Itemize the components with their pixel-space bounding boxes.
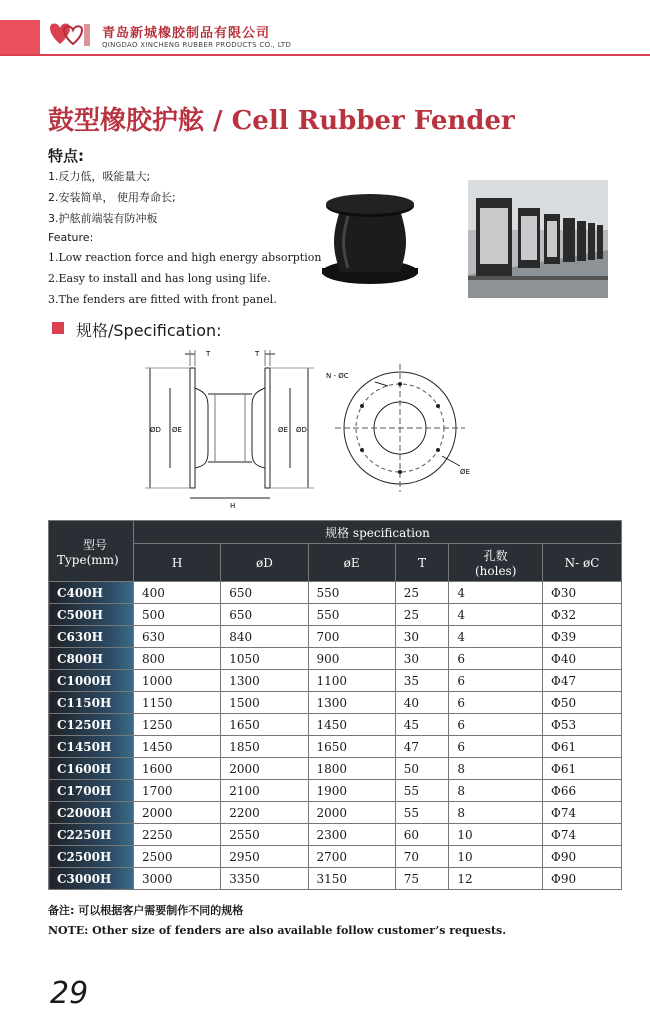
cell-type: C2500H bbox=[49, 846, 134, 868]
col-header-h: H bbox=[134, 544, 221, 582]
cell-c: Φ50 bbox=[542, 692, 621, 714]
cell-holes: 10 bbox=[449, 846, 543, 868]
type-header bbox=[49, 521, 134, 582]
cell-t: 30 bbox=[395, 626, 449, 648]
cell-c: Φ74 bbox=[542, 824, 621, 846]
cell-d: 1650 bbox=[221, 714, 308, 736]
header-rule bbox=[0, 54, 650, 56]
drawing-label-e-right: ØE bbox=[278, 426, 288, 434]
col-header-nc: N- øC bbox=[542, 544, 621, 582]
cell-d: 2100 bbox=[221, 780, 308, 802]
drawing-label-nc: N - ØC bbox=[326, 372, 349, 380]
cell-e: 1300 bbox=[308, 692, 395, 714]
cell-e: 1800 bbox=[308, 758, 395, 780]
cell-t: 35 bbox=[395, 670, 449, 692]
cell-t: 25 bbox=[395, 604, 449, 626]
cell-type: C2000H bbox=[49, 802, 134, 824]
cell-h: 500 bbox=[134, 604, 221, 626]
cell-holes: 12 bbox=[449, 868, 543, 890]
cell-holes: 6 bbox=[449, 692, 543, 714]
cell-c: Φ61 bbox=[542, 758, 621, 780]
cell-c: Φ61 bbox=[542, 736, 621, 758]
table-row bbox=[49, 714, 622, 736]
cell-d: 650 bbox=[221, 582, 308, 604]
cell-d: 2000 bbox=[221, 758, 308, 780]
cell-t: 45 bbox=[395, 714, 449, 736]
cell-e: 1900 bbox=[308, 780, 395, 802]
cell-e: 2300 bbox=[308, 824, 395, 846]
table-row bbox=[49, 670, 622, 692]
cell-h: 2500 bbox=[134, 846, 221, 868]
note-cn: 备注: 可以根据客户需要制作不同的规格 bbox=[48, 904, 244, 917]
cell-holes: 6 bbox=[449, 648, 543, 670]
page-title: 鼓型橡胶护舷 / Cell Rubber Fender bbox=[48, 106, 515, 136]
cell-c: Φ90 bbox=[542, 846, 621, 868]
spec-group-header: 规格 specification bbox=[134, 521, 622, 544]
cell-type: C400H bbox=[49, 582, 134, 604]
table-row bbox=[49, 648, 622, 670]
cell-t: 50 bbox=[395, 758, 449, 780]
cell-holes: 4 bbox=[449, 582, 543, 604]
col-header-e: øE bbox=[308, 544, 395, 582]
cell-e: 3150 bbox=[308, 868, 395, 890]
feature-en-2: 2.Easy to install and has long using life. bbox=[48, 272, 271, 285]
spec-table bbox=[48, 520, 622, 890]
cell-type: C1450H bbox=[49, 736, 134, 758]
cell-c: Φ66 bbox=[542, 780, 621, 802]
note-en: NOTE: Other size of fenders are also available follow customer’s requests. bbox=[48, 924, 507, 937]
fender-product-image bbox=[318, 186, 422, 290]
drawing-label-t-left: T bbox=[206, 350, 211, 358]
cell-e: 700 bbox=[308, 626, 395, 648]
cell-h: 2250 bbox=[134, 824, 221, 846]
cell-type: C800H bbox=[49, 648, 134, 670]
feature-en-3: 3.The fenders are fitted with front panel. bbox=[48, 293, 277, 306]
cell-holes: 4 bbox=[449, 626, 543, 648]
cell-h: 800 bbox=[134, 648, 221, 670]
table-row bbox=[49, 758, 622, 780]
feature-en-1: 1.Low reaction force and high energy absorption bbox=[48, 251, 322, 264]
cell-holes: 6 bbox=[449, 736, 543, 758]
cell-e: 2000 bbox=[308, 802, 395, 824]
col-header-holes bbox=[449, 544, 543, 582]
cell-t: 30 bbox=[395, 648, 449, 670]
cell-c: Φ40 bbox=[542, 648, 621, 670]
cell-c: Φ39 bbox=[542, 626, 621, 648]
table-row bbox=[49, 736, 622, 758]
cell-type: C1600H bbox=[49, 758, 134, 780]
cell-t: 55 bbox=[395, 802, 449, 824]
cell-e: 1450 bbox=[308, 714, 395, 736]
cell-d: 840 bbox=[221, 626, 308, 648]
drawing-label-e-front: ØE bbox=[460, 468, 470, 476]
cell-c: Φ47 bbox=[542, 670, 621, 692]
company-name-en: QINGDAO XINCHENG RUBBER PRODUCTS CO., LTD bbox=[102, 41, 292, 49]
cell-h: 1450 bbox=[134, 736, 221, 758]
cell-e: 1650 bbox=[308, 736, 395, 758]
cell-d: 2950 bbox=[221, 846, 308, 868]
cell-e: 1100 bbox=[308, 670, 395, 692]
cell-h: 2000 bbox=[134, 802, 221, 824]
cell-c: Φ32 bbox=[542, 604, 621, 626]
cell-d: 2200 bbox=[221, 802, 308, 824]
cell-type: C1700H bbox=[49, 780, 134, 802]
cell-h: 1000 bbox=[134, 670, 221, 692]
cell-c: Φ74 bbox=[542, 802, 621, 824]
table-row bbox=[49, 846, 622, 868]
cell-t: 55 bbox=[395, 780, 449, 802]
drawing-label-h: H bbox=[230, 502, 236, 510]
page-number: 29 bbox=[50, 976, 89, 1011]
cell-type: C1250H bbox=[49, 714, 134, 736]
feature-cn-2: 2.安装简单， 使用寿命长; bbox=[48, 191, 176, 204]
cell-h: 400 bbox=[134, 582, 221, 604]
cell-h: 3000 bbox=[134, 868, 221, 890]
spec-heading: 规格/Specification: bbox=[76, 321, 222, 340]
table-row bbox=[49, 824, 622, 846]
cell-c: Φ90 bbox=[542, 868, 621, 890]
table-row bbox=[49, 626, 622, 648]
cell-t: 40 bbox=[395, 692, 449, 714]
drawing-label-e-left: ØE bbox=[172, 426, 182, 434]
cell-d: 2550 bbox=[221, 824, 308, 846]
cell-t: 70 bbox=[395, 846, 449, 868]
cell-h: 1250 bbox=[134, 714, 221, 736]
cell-e: 2700 bbox=[308, 846, 395, 868]
features-heading-en: Feature: bbox=[48, 231, 94, 244]
cell-h: 1150 bbox=[134, 692, 221, 714]
cell-holes: 8 bbox=[449, 758, 543, 780]
cell-t: 25 bbox=[395, 582, 449, 604]
cell-e: 550 bbox=[308, 582, 395, 604]
cell-e: 550 bbox=[308, 604, 395, 626]
cell-holes: 8 bbox=[449, 780, 543, 802]
company-logo-icon bbox=[44, 20, 94, 52]
col-header-t: T bbox=[395, 544, 449, 582]
col-header-d: øD bbox=[221, 544, 308, 582]
cell-holes: 4 bbox=[449, 604, 543, 626]
cell-d: 650 bbox=[221, 604, 308, 626]
cell-holes: 6 bbox=[449, 670, 543, 692]
cell-type: C2250H bbox=[49, 824, 134, 846]
cell-c: Φ30 bbox=[542, 582, 621, 604]
cell-holes: 8 bbox=[449, 802, 543, 824]
spec-bullet-square bbox=[52, 322, 64, 334]
table-row bbox=[49, 604, 622, 626]
drawing-label-t-right: T bbox=[255, 350, 260, 358]
holes-header-cn: 孔数 bbox=[483, 549, 508, 563]
type-header-cn: 型号 bbox=[82, 537, 107, 552]
cell-t: 75 bbox=[395, 868, 449, 890]
table-row bbox=[49, 582, 622, 604]
cell-h: 1700 bbox=[134, 780, 221, 802]
company-name-cn: 青岛新城橡胶制品有限公司 bbox=[102, 26, 271, 41]
cell-type: C1150H bbox=[49, 692, 134, 714]
fender-technical-drawing bbox=[130, 346, 480, 516]
cell-h: 1600 bbox=[134, 758, 221, 780]
holes-header-en: (holes) bbox=[474, 564, 517, 578]
table-row bbox=[49, 868, 622, 890]
feature-cn-3: 3.护舷前端装有防冲板 bbox=[48, 212, 158, 225]
table-row bbox=[49, 802, 622, 824]
cell-d: 1050 bbox=[221, 648, 308, 670]
cell-d: 1300 bbox=[221, 670, 308, 692]
header-accent-band bbox=[0, 20, 40, 56]
cell-d: 1500 bbox=[221, 692, 308, 714]
cell-c: Φ53 bbox=[542, 714, 621, 736]
features-heading-cn: 特点: bbox=[48, 147, 84, 165]
feature-cn-1: 1.反力低，吸能量大; bbox=[48, 170, 151, 183]
cell-type: C1000H bbox=[49, 670, 134, 692]
cell-type: C3000H bbox=[49, 868, 134, 890]
cell-t: 60 bbox=[395, 824, 449, 846]
cell-e: 900 bbox=[308, 648, 395, 670]
cell-type: C630H bbox=[49, 626, 134, 648]
table-row bbox=[49, 692, 622, 714]
cell-holes: 6 bbox=[449, 714, 543, 736]
cell-d: 3350 bbox=[221, 868, 308, 890]
cell-t: 47 bbox=[395, 736, 449, 758]
cell-h: 630 bbox=[134, 626, 221, 648]
drawing-label-d-right: ØD bbox=[296, 426, 307, 434]
cell-holes: 10 bbox=[449, 824, 543, 846]
cell-type: C500H bbox=[49, 604, 134, 626]
type-header-en: Type(mm) bbox=[57, 552, 119, 567]
drawing-label-d-left: ØD bbox=[150, 426, 161, 434]
cell-d: 1850 bbox=[221, 736, 308, 758]
fender-installation-photo bbox=[468, 180, 608, 298]
table-row bbox=[49, 780, 622, 802]
